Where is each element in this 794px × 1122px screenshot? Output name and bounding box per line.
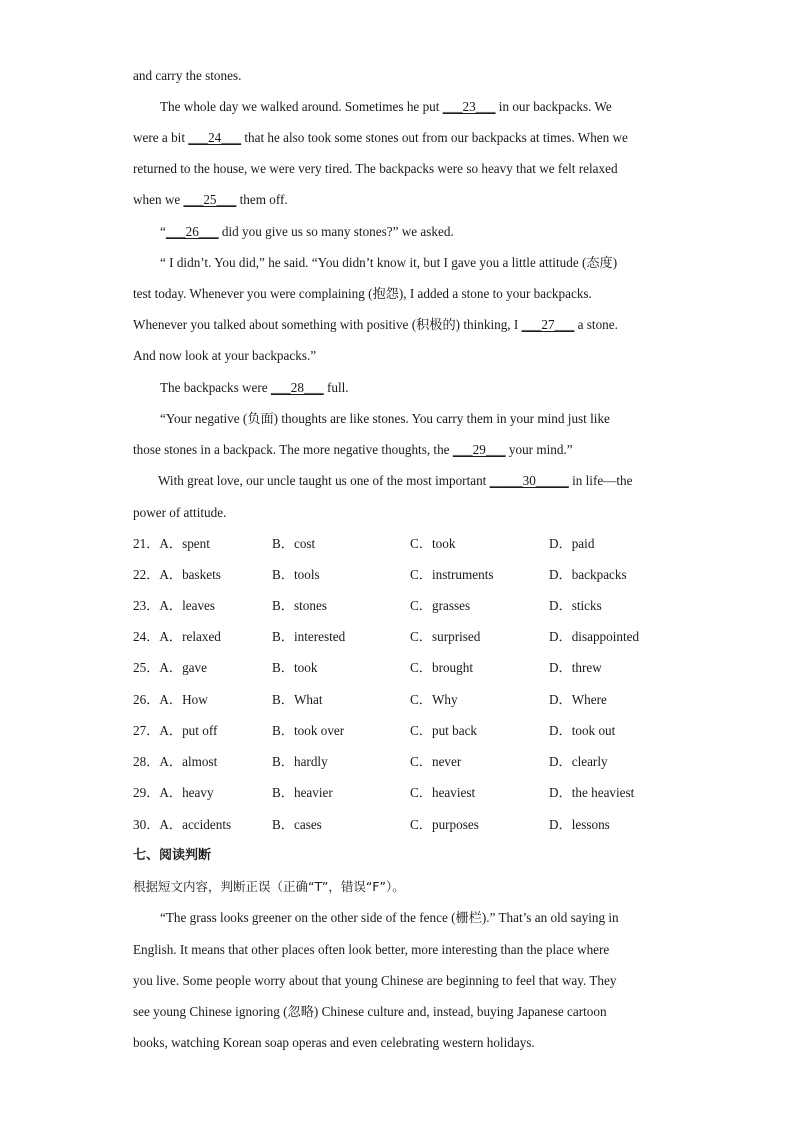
option-d: D．lessons: [549, 817, 610, 832]
option-b: B．stones: [272, 598, 327, 613]
option-d: D．took out: [549, 723, 616, 738]
text-run: a stone.: [574, 317, 618, 332]
blank-30: _____30_____: [489, 473, 569, 488]
passage-line: “Your negative (负面) thoughts are like stones. You carry them in your mind just like: [160, 411, 610, 426]
option-b: B．What: [272, 692, 323, 707]
passage-line: [133, 315, 618, 335]
option-b: B．heavier: [272, 785, 333, 800]
passage-line: [160, 97, 612, 117]
passage-line: [160, 378, 349, 398]
option-b: B．took: [272, 660, 318, 675]
option-a: A．heavy: [159, 785, 214, 800]
option-d: D．the heaviest: [549, 785, 635, 800]
blank-29: ___29___: [452, 442, 506, 457]
text-run: did you give us so many stones?” we asked.: [218, 224, 454, 239]
section-instruction: 根据短文内容，判断正误（正确“T”，错误“F”）。: [133, 879, 405, 894]
question-number: 28．: [133, 754, 160, 769]
blank-24: ___24___: [188, 130, 242, 145]
question-label: [133, 658, 207, 678]
passage-line: and carry the stones.: [133, 68, 242, 83]
passage-line: see young Chinese ignoring (忽略) Chinese culture and, instead, buying Japanese cartoon: [133, 1004, 607, 1019]
option-d: D．Where: [549, 692, 607, 707]
question-label: [133, 752, 217, 772]
option-a: A．baskets: [159, 567, 221, 582]
option-c: C．took: [410, 536, 456, 551]
option-a: A．almost: [159, 754, 218, 769]
text-run: them off.: [236, 192, 288, 207]
option-a: A．accidents: [159, 817, 232, 832]
passage-line: “ I didn’t. You did,” he said. “You didn’t know it, but I gave you a little attitude (态度): [160, 255, 618, 270]
option-d: D．backpacks: [549, 567, 627, 582]
passage-line: English. It means that other places often look better, more interesting than the place where: [133, 942, 610, 957]
option-c: C．put back: [410, 723, 478, 738]
question-number: 30．: [133, 817, 160, 832]
text-run: that he also took some stones out from our backpacks at times. When we: [241, 130, 628, 145]
option-c: C．instruments: [410, 567, 494, 582]
option-c: C．Why: [410, 692, 458, 707]
question-number: 21．: [133, 536, 160, 551]
passage-line: [133, 440, 573, 460]
text-run: your mind.”: [505, 442, 573, 457]
passage-line: test today. Whenever you were complaining (抱怨), I added a stone to your backpacks.: [133, 286, 592, 301]
option-a: A．gave: [159, 660, 207, 675]
option-b: B．hardly: [272, 754, 328, 769]
question-label: [133, 721, 217, 741]
passage-line: [133, 190, 288, 210]
option-c: C．brought: [410, 660, 474, 675]
option-a: A．put off: [159, 723, 218, 738]
option-c: C．never: [410, 754, 462, 769]
question-label: [133, 565, 221, 585]
passage-line: [158, 471, 633, 491]
option-b: B．took over: [272, 723, 345, 738]
blank-27: ___27___: [521, 317, 575, 332]
text-run: With great love, our uncle taught us one of the most important: [158, 473, 490, 488]
question-number: 26．: [133, 692, 160, 707]
passage-line: “The grass looks greener on the other side of the fence (栅栏).” That’s an old saying in: [160, 910, 619, 925]
passage-line: [160, 222, 454, 242]
question-number: 24．: [133, 629, 160, 644]
option-b: B．tools: [272, 567, 320, 582]
option-a: A．relaxed: [159, 629, 221, 644]
option-d: D．clearly: [549, 754, 608, 769]
blank-25: ___25___: [183, 192, 237, 207]
option-a: A．spent: [159, 536, 210, 551]
option-a: A．leaves: [159, 598, 216, 613]
option-c: C．purposes: [410, 817, 479, 832]
blank-28: ___28___: [270, 380, 324, 395]
option-c: C．heaviest: [410, 785, 476, 800]
question-number: 29．: [133, 785, 160, 800]
text-run: The whole day we walked around. Sometimes he put: [160, 99, 443, 114]
option-b: B．cost: [272, 536, 316, 551]
option-c: C．surprised: [410, 629, 481, 644]
text-run: Whenever you talked about something with positive (积极的) thinking, I: [133, 317, 522, 332]
text-run: in life—the: [568, 473, 633, 488]
option-a: A．How: [159, 692, 208, 707]
text-run: in our backpacks. We: [495, 99, 612, 114]
passage-line: And now look at your backpacks.”: [133, 348, 317, 363]
option-d: D．disappointed: [549, 629, 640, 644]
question-number: 27．: [133, 723, 160, 738]
passage-line: you live. Some people worry about that young Chinese are beginning to feel that way. They: [133, 973, 617, 988]
option-d: D．threw: [549, 660, 602, 675]
passage-line: [133, 128, 628, 148]
question-number: 25．: [133, 660, 160, 675]
section-title: 七、阅读判断: [133, 848, 212, 863]
passage-line: books, watching Korean soap operas and even celebrating western holidays.: [133, 1035, 535, 1050]
blank-23: ___23___: [442, 99, 496, 114]
question-number: 22．: [133, 567, 160, 582]
text-run: full.: [323, 380, 349, 395]
question-label: [133, 627, 221, 647]
passage-line: returned to the house, we were very tired. The backpacks were so heavy that we felt relaxed: [133, 161, 618, 176]
option-c: C．grasses: [410, 598, 471, 613]
blank-26: ___26___: [165, 224, 219, 239]
question-label: [133, 783, 214, 803]
option-b: B．cases: [272, 817, 322, 832]
text-run: when we: [133, 192, 184, 207]
question-label: [133, 815, 231, 835]
option-d: D．paid: [549, 536, 595, 551]
question-label: [133, 596, 215, 616]
option-d: D．sticks: [549, 598, 602, 613]
text-run: were a bit: [133, 130, 189, 145]
question-number: 23．: [133, 598, 160, 613]
question-label: [133, 690, 208, 710]
text-run: The backpacks were: [160, 380, 271, 395]
question-label: [133, 534, 210, 554]
passage-line: power of attitude.: [133, 505, 227, 520]
text-run: those stones in a backpack. The more negative thoughts, the: [133, 442, 453, 457]
text-run: “: [160, 224, 166, 239]
option-b: B．interested: [272, 629, 346, 644]
